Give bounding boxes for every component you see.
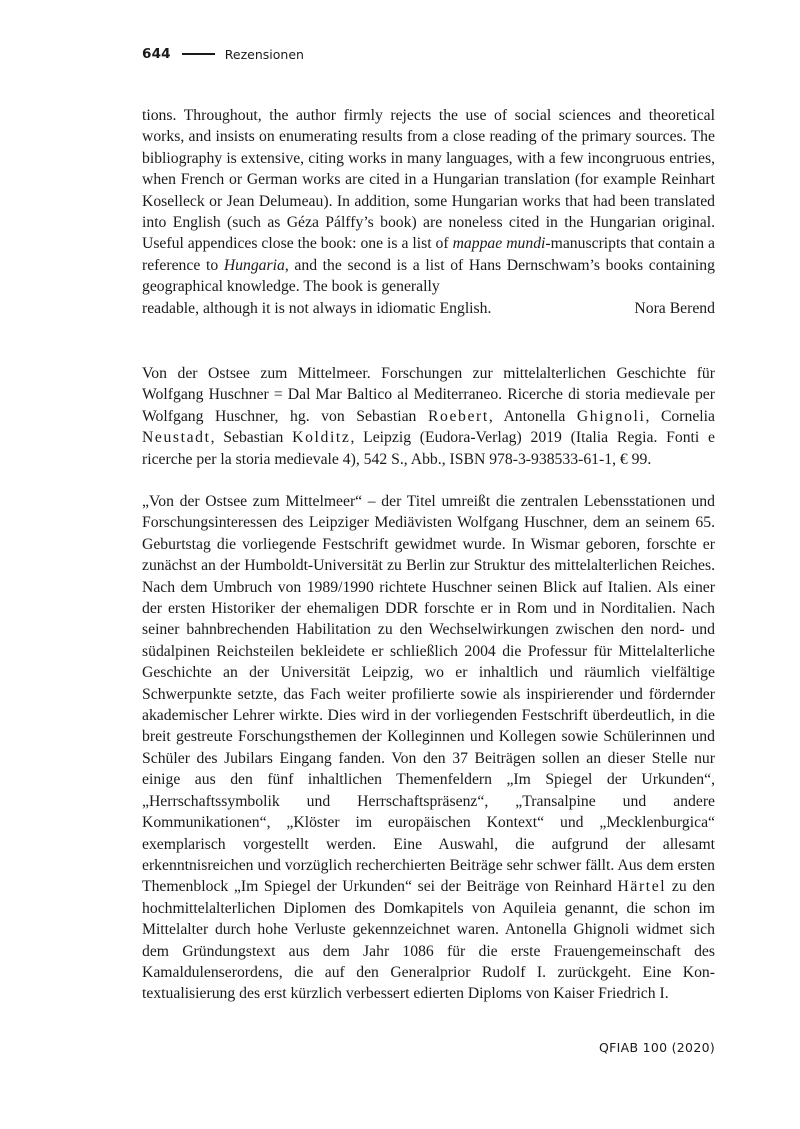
text-segment: readable, although it is not always in idiomatic English. [142, 299, 492, 317]
italic-term: mappae mundi [452, 235, 546, 253]
text-segment: , Sebastian [210, 429, 293, 447]
text-segment: tions. Throughout, the author firmly rejects the use of social sciences and theoretical works, and insists on enumerating results from a close reading of the primary sources. The bibliography is extensive, citing works in many languages, with a few incongruous entries, when French or German works are cited in a Hungarian translation (for example Reinhart Koselleck or Jean Delumeau). In addition, some Hungarian works that had been translated into English (such as Géza Pálffy’s book) are noneless cited in the Hungarian original. Useful appendices close the book: one is a list of [142, 107, 715, 253]
page-number: 644 [142, 46, 171, 62]
author-name: Härtel [617, 878, 667, 896]
editor-name: Kolditz [292, 429, 351, 447]
review-paragraph [142, 491, 715, 1005]
text-segment: , Leipzig (Eudora-Verlag) 2019 (Italia Regia. Fonti e ricerche per la storia medievale 4), 542 S., Abb., ISBN 978-3-938533-61-1, € 99. [142, 429, 715, 468]
editor-name: Ghignoli [576, 407, 646, 425]
header-rule [182, 53, 215, 55]
text-segment: Von der Ostsee zum Mittelmeer. Forschungen zur mittelalterlichen Geschichte für Wolfgang Huschner = Dal Mar Baltico al Mediterraneo. Ricerche di storia medievale per Wolfgang Huschner, hg. von Sebastian [142, 365, 715, 425]
page [142, 0, 715, 1129]
text-segment: zu den hochmittelalterlichen Diplomen des Domkapitels von Aquileia genannt, die schon im Mittelalter durch hohe Verluste gekennzeichnet waren. Antonella Ghignoli widmet sich dem Gründungstext aus dem Jahr 1086 für die erste Frauengemeinschaft des Kamaldulenserordens, die auf den Generalprior Rudolf I. zurückgeht. Eine Kontextualisierung des erst kürzlich verbessert edierten Diploms von Kaiser Friedrich I. [142, 878, 715, 1003]
journal-footer: QFIAB 100 (2020) [598, 1040, 715, 1055]
italic-term: Hungaria [223, 256, 285, 274]
running-head [142, 44, 304, 64]
text-segment: , and the second is a list of Hans Dernschwam’s books containing geographical knowledge. The book is generally [142, 256, 715, 296]
text-segment: , Cornelia [645, 407, 715, 425]
editor-name: Neustadt [142, 429, 211, 447]
book-citation [142, 363, 715, 470]
review-paragraph [142, 105, 715, 298]
review-continuation [142, 105, 715, 319]
text-segment: -manuscripts that contain a reference to [142, 235, 715, 274]
text-segment: „Von der Ostsee zum Mittelmeer“ – der Titel umreißt die zentralen Lebensstationen und Forschungsinteressen des Leipziger Mediävisten Wolfgang Huschner, dem an seinem 65. Geburtstag die vorliegende Festschrift gewidmet wurde. In Wismar geboren, forschte er zunächst an der Humboldt-Universität zu Berlin zur Struktur des mittelalterlichen Reiches. Nach dem Umbruch von 1989/1990 richtete Huschner seinen Blick auf Italien. Als einer der ersten Historiker der ehemaligen DDR forschte er in Rom und in Norditalien. Nach seiner bahnbrechenden Habilitation zu den Wechselwirkungen zwischen den nord- und südalpinen Reichsteilen bekleidete er schließlich 2004 die Professur für Mittelalterliche Geschichte an der Universität Leipzig, wo er inhaltlich und räumlich vielfältige Schwerpunkte setzte, das Fach weiter profilierte sowie als inspirierender und fördernder akademischer Lehrer wirkte. Dies wird in der vorliegenden Festschrift überdeutlich, in die breit gestreute Forschungsthemen der Kolleginnen und Kollegen sowie Schülerinnen und Schüler des Jubilars Eingang fanden. Von den 37 Beiträgen sollen an dieser Stelle nur einige aus den fünf inhaltlichen Themenfeldern „Im Spiegel der Urkunden“, „Herrschaftssymbolik und Herrschaftspräsenz“, „Transalpine und andere Kommunikationen“, „Klöster im europäischen Kontext“ und „Mecklenburgica“ exemplarisch vorgestellt werden. Eine Auswahl, die aufgrund der allesamt erkenntnisreichen und vorzüglich recherchierten Beiträge sehr schwer fällt. Aus dem ersten Themenblock „Im Spiegel der Urkunden“ sei der Beiträge von Reinhard [142, 493, 715, 896]
citation-paragraph [142, 363, 715, 470]
review-body [142, 491, 715, 1005]
text-segment: , Antonella [488, 407, 577, 425]
reviewer-name: Nora Berend [634, 299, 715, 317]
review-closing-line [142, 298, 715, 319]
section-title: Rezensionen [224, 46, 304, 62]
editor-name: Roebert [427, 407, 489, 425]
